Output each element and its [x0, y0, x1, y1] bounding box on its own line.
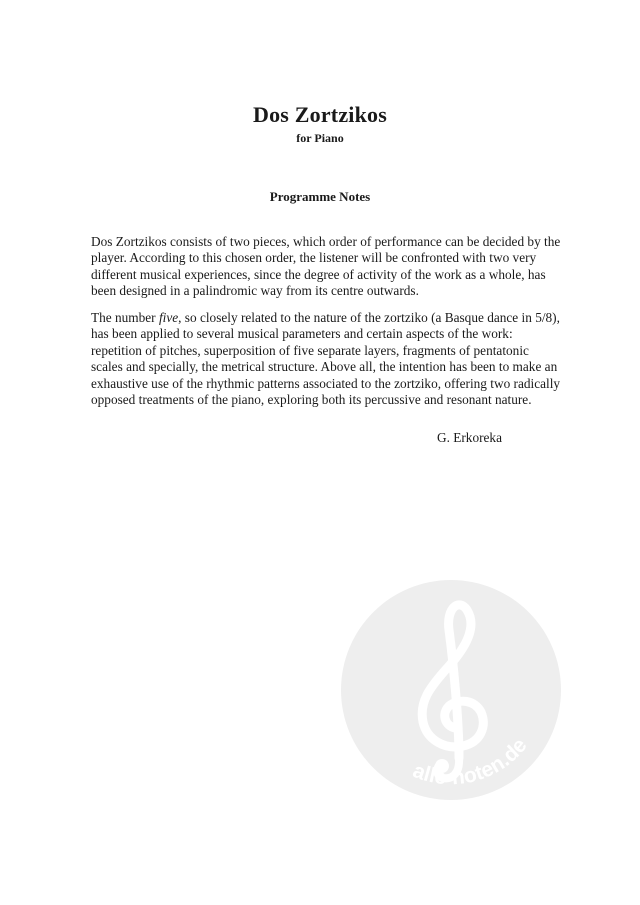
paragraph-2-lead-rest: , so closely related to the nature of the zortziko (a Basque dance in 5/8), [178, 310, 560, 325]
paragraph-2-line: repetition of pitches, superposition of five separate layers, fragments of pentatonic [91, 342, 529, 358]
paragraph-1-line: different musical experiences, since the degree of activity of the work as a whole, has [91, 266, 546, 282]
watermark-text: alle-noten.de [409, 734, 532, 790]
paragraph-2-line [91, 310, 561, 326]
watermark-logo [341, 580, 561, 800]
document-title: Dos Zortzikos [253, 102, 387, 127]
author-signature: G. Erkoreka [437, 430, 502, 445]
paragraph-2-line: exhaustive use of the rhythmic patterns associated to the zortziko, offering two radically [91, 375, 561, 391]
paragraph-1-line: player. According to this chosen order, the listener will be confronted with two very [91, 250, 537, 266]
paragraph-2 [91, 310, 561, 408]
paragraph-2-line: opposed treatments of the piano, exploring both its percussive and resonant nature. [91, 392, 532, 408]
paragraph-1-line: Dos Zortzikos consists of two pieces, which order of performance can be decided by the [91, 234, 561, 249]
paragraph-1 [91, 234, 561, 300]
document-subtitle: for Piano [296, 131, 344, 145]
section-heading: Programme Notes [269, 189, 371, 204]
paragraph-1-line: been designed in a palindromic way from its centre outwards. [91, 283, 419, 299]
paragraph-2-line: scales and specially, the metrical structure. Above all, the intention has been to make an [91, 359, 558, 375]
emphasis-five: five [158, 310, 179, 325]
paragraph-2-lead: The number [91, 310, 159, 325]
paragraph-2-line: has been applied to several musical parameters and certain aspects of the work: [91, 326, 513, 342]
